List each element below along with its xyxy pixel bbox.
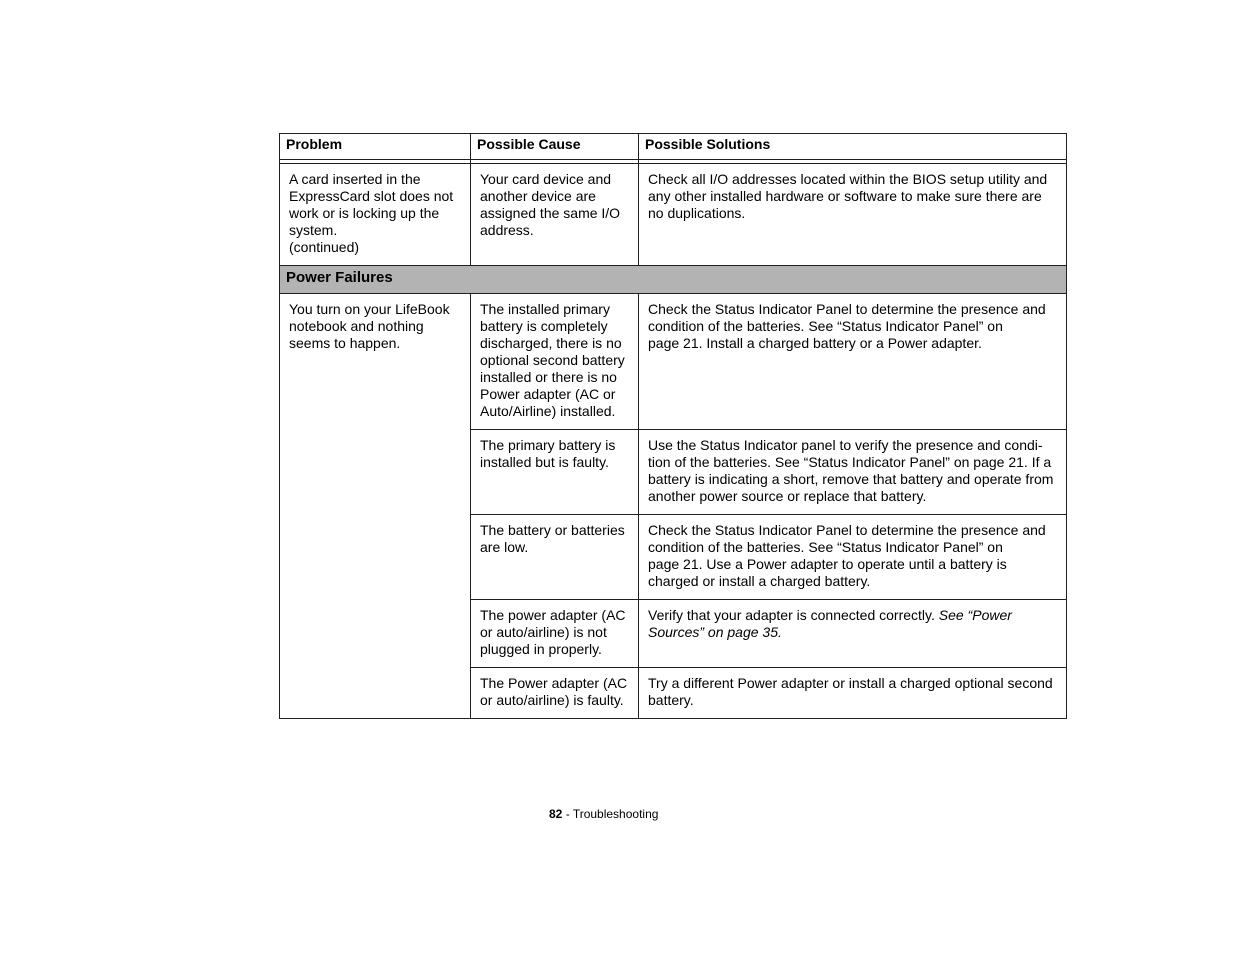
text-line: Check the Status Indicator Panel to determine the presence and (648, 301, 1046, 317)
text-line: assigned the same I/O (480, 205, 621, 221)
solution-cell (639, 430, 1067, 515)
text-line: optional second battery (480, 352, 625, 368)
text-line: are low. (480, 539, 529, 555)
text-line: You turn on your LifeBook (289, 301, 450, 317)
text-line: The installed primary (480, 301, 610, 317)
section-title: Power Failures (280, 266, 1067, 294)
text-line: battery. (648, 692, 694, 708)
cause-cell (471, 430, 639, 515)
footer-section: Troubleshooting (572, 807, 659, 821)
cause-cell (471, 164, 639, 266)
cause-cell (471, 668, 639, 719)
text-line: work or is locking up the (289, 205, 440, 221)
table-row (280, 294, 1067, 430)
text-line: or auto/airline) is faulty. (480, 692, 624, 708)
text-line: page 21. Install a charged battery or a Power adapter. (648, 335, 982, 351)
text-line: battery is completely (480, 318, 608, 334)
text-line: ExpressCard slot does not (289, 188, 454, 204)
text-line: address. (480, 222, 534, 238)
problem-cell (280, 164, 471, 266)
text-line: tion of the batteries. See “Status Indicator Panel” on page 21. If a (648, 454, 1052, 470)
text-line: Power adapter (AC or (480, 386, 616, 402)
text-line: Auto/Airline) installed. (480, 403, 616, 419)
solution-cell (639, 294, 1067, 430)
text-line: plugged in properly. (480, 641, 602, 657)
header-row (280, 134, 1067, 160)
header-possible-cause: Possible Cause (471, 134, 639, 160)
text-line: installed or there is no (480, 369, 617, 385)
solution-cell (639, 600, 1067, 668)
text-line: The power adapter (AC (480, 607, 626, 623)
text-line: Try a different Power adapter or install a charged optional second (648, 675, 1053, 691)
text-line: another device are (480, 188, 596, 204)
text-line: installed but is faulty. (480, 454, 609, 470)
text-line: charged or install a charged battery. (648, 573, 871, 589)
text-line: The Power adapter (AC (480, 675, 628, 691)
text-line: another power source or replace that battery. (648, 488, 927, 504)
section-row (280, 266, 1067, 294)
solution-cell (639, 515, 1067, 600)
text-line: no duplications. (648, 205, 746, 221)
problem-cell (280, 294, 471, 719)
text-line: system. (289, 222, 338, 238)
text-line: (continued) (289, 239, 360, 255)
page-number: 82 (549, 807, 563, 821)
text-line: Your card device and (480, 171, 612, 187)
text-line: seems to happen. (289, 335, 401, 351)
text-line: or auto/airline) is not (480, 624, 607, 640)
table-row (280, 164, 1067, 266)
header-problem: Problem (280, 134, 471, 160)
solution-cell (639, 668, 1067, 719)
text-line: battery is indicating a short, remove that battery and operate from (648, 471, 1054, 487)
footer-separator: - (562, 807, 573, 821)
solution-cell (639, 164, 1067, 266)
cross-reference-link[interactable]: See “Power (938, 607, 1012, 623)
text-line: any other installed hardware or software to make sure there are (648, 188, 1042, 204)
text-line: condition of the batteries. See “Status Indicator Panel” on (648, 318, 1003, 334)
text-line: notebook and nothing (289, 318, 424, 334)
text-line (648, 624, 1058, 641)
solution-text: Verify that your adapter is connected correctly. (648, 607, 939, 623)
text-line: page 21. Use a Power adapter to operate until a battery is (648, 556, 1007, 572)
text-line: Use the Status Indicator panel to verify the presence and condi- (648, 437, 1043, 453)
cause-cell (471, 515, 639, 600)
page-footer (549, 807, 658, 821)
cause-cell (471, 600, 639, 668)
text-line: Check the Status Indicator Panel to determine the presence and (648, 522, 1046, 538)
text-line: The battery or batteries (480, 522, 625, 538)
text-line: A card inserted in the (289, 171, 421, 187)
header-possible-solutions: Possible Solutions (639, 134, 1067, 160)
text-line (648, 607, 1058, 624)
text-line: Check all I/O addresses located within the BIOS setup utility and (648, 171, 1048, 187)
text-line: condition of the batteries. See “Status Indicator Panel” on (648, 539, 1003, 555)
cross-reference-link[interactable]: Sources” on page 35. (648, 624, 782, 640)
text-line: The primary battery is (480, 437, 616, 453)
cause-cell (471, 294, 639, 430)
troubleshooting-table (279, 133, 1067, 719)
text-line: discharged, there is no (480, 335, 622, 351)
